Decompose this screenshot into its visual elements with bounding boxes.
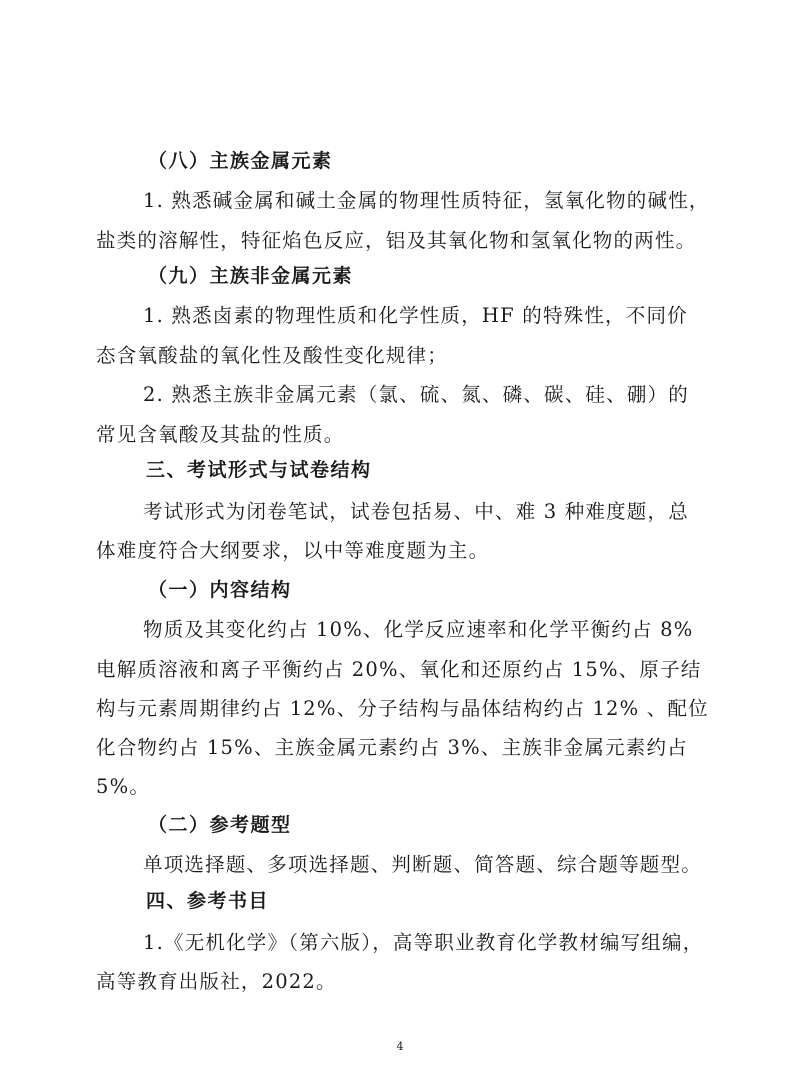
paragraph-line: 5%。 — [96, 775, 151, 798]
paragraph-line: 1. 熟悉卤素的物理性质和化学性质，HF 的特殊性，不同价 — [143, 304, 688, 327]
paragraph-line: 构与元素周期律约占 12%、分子结构与晶体结构约占 12% 、配位 — [96, 697, 709, 720]
section-heading: 三、考试形式与试卷结构 — [146, 459, 372, 481]
paragraph-line: 物质及其变化约占 10%、化学反应速率和化学平衡约占 8% — [143, 618, 694, 641]
paragraph-line: 2. 熟悉主族非金属元素（氯、硫、氮、磷、碳、硅、硼）的 — [143, 383, 689, 406]
paragraph-line: 态含氧酸盐的氧化性及酸性变化规律； — [96, 344, 448, 367]
paragraph-line: 单项选择题、多项选择题、判断题、简答题、综合题等题型。 — [143, 853, 702, 876]
paragraph-line: 1.《无机化学》（第六版），高等职业教育化学教材编写组编， — [143, 931, 704, 954]
paragraph-line: 化合物约占 15%、主族金属元素约占 3%、主族非金属元素约占 — [96, 736, 688, 759]
paragraph-line: 1. 熟悉碱金属和碱土金属的物理性质特征，氢氧化物的碱性， — [143, 189, 710, 212]
paragraph-line: 高等教育出版社，2022。 — [96, 970, 337, 993]
page-number: 4 — [396, 1040, 404, 1053]
section-heading: （八）主族金属元素 — [148, 150, 333, 172]
paragraph-line: 常见含氧酸及其盐的性质。 — [96, 423, 345, 446]
section-heading: （一）内容结构 — [148, 579, 292, 601]
paragraph-line: 盐类的溶解性，特征焰色反应，铝及其氧化物和氢氧化物的两性。 — [96, 229, 697, 252]
section-heading: （二）参考题型 — [148, 814, 292, 836]
section-heading: 四、参考书目 — [146, 890, 270, 912]
paragraph-line: 考试形式为闭卷笔试，试卷包括易、中、难 3 种难度题，总 — [143, 500, 689, 523]
paragraph-line: 体难度符合大纲要求，以中等难度题为主。 — [96, 539, 490, 562]
paragraph-line: 电解质溶液和离子平衡约占 20%、氧化和还原约占 15%、原子结 — [96, 658, 702, 681]
section-heading: （九）主族非金属元素 — [148, 265, 354, 287]
